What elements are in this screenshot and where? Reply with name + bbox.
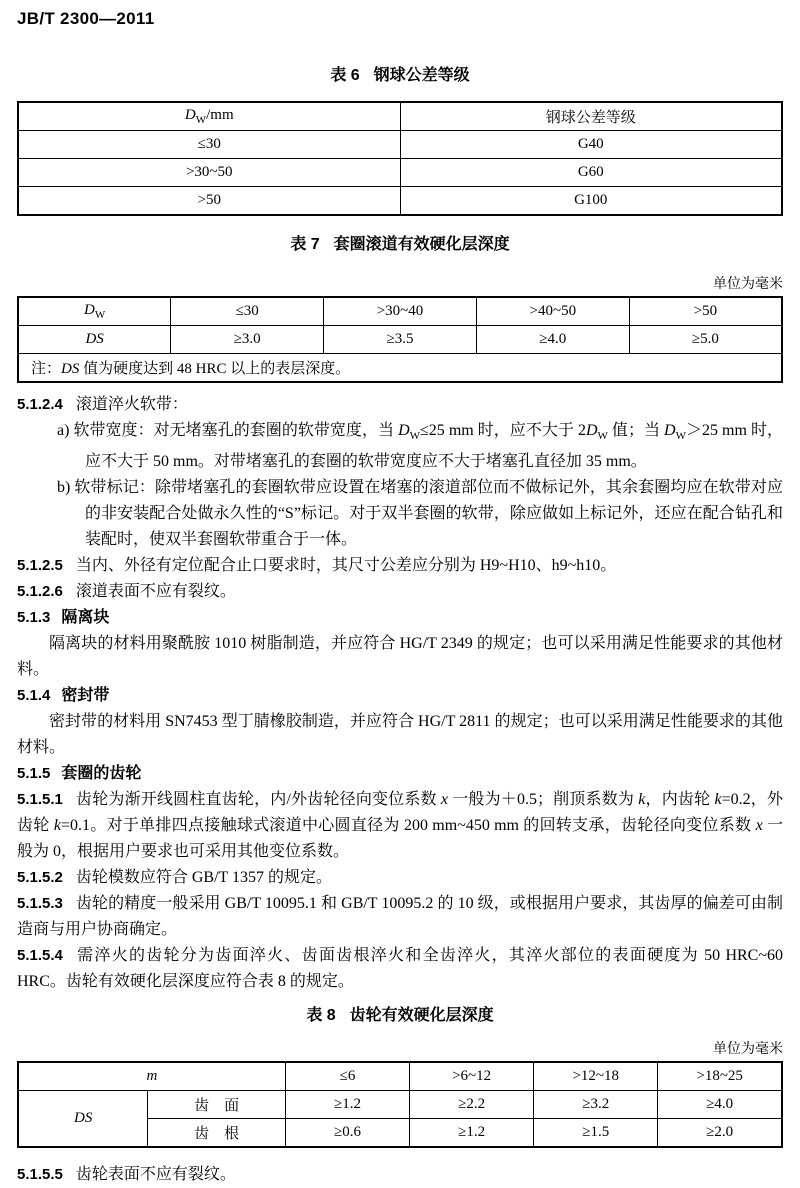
- list-item-text: b) 软带标记：除带堵塞孔的套圈软带应设置在堵塞的滚道部位而不做标记外，其余套圈均应在软带对应的非安装配合处做永久性的“S”标记。对于双半套圈的软带，除应做如上标记外，还应在配合钻孔和装配时，使双半套圈软带重合于一体。: [57, 479, 783, 549]
- table-cell: ≤30: [171, 297, 324, 326]
- clause-number: 5.1.5.4: [17, 947, 63, 965]
- table6-caption-text: 钢球公差等级: [373, 67, 470, 84]
- clause-5-1-2-4: [17, 392, 783, 418]
- table8-unit-note: 单位为毫米: [713, 1042, 783, 1058]
- clause-number: 5.1.2.6: [17, 583, 63, 601]
- table6-col2-header: 钢球公差等级: [400, 102, 782, 131]
- clause-number: 5.1.5.2: [17, 869, 63, 887]
- table-cell: ≥4.0: [658, 1091, 782, 1119]
- table-cell: >12~18: [534, 1062, 658, 1091]
- table8: [17, 1061, 783, 1148]
- table-cell: ≥1.2: [285, 1091, 409, 1119]
- table-row: [18, 354, 782, 383]
- paragraph: [17, 709, 783, 761]
- clause-5-1-5-4: [17, 943, 783, 995]
- table-cell: >40~50: [476, 297, 629, 326]
- table6: [17, 101, 783, 216]
- table-cell: ≤30: [18, 131, 400, 159]
- table-cell: ≥2.2: [410, 1091, 534, 1119]
- table7-unit-note: 单位为毫米: [713, 277, 783, 292]
- table8-caption-label: 表 8: [306, 1007, 336, 1025]
- clause-text: 需淬火的齿轮分为齿面淬火、齿面齿根淬火和全齿淬火，其淬火部位的表面硬度为 50 HRC~60 HRC。齿轮有效硬化层深度应符合表 8 的规定。: [17, 947, 783, 991]
- list-item-text: a) 软带宽度：对无堵塞孔的套圈的软带宽度，当 $D_W\le 25$ mm 时，应不大于 $2D_W$ 值；当 $D_W>25$ mm 时，应不大于 50 mm。对带堵塞孔的套圈的软带宽度应不大于堵塞孔直径加 35 mm。: [57, 422, 783, 471]
- table-cell: >30~40: [324, 297, 477, 326]
- table-row: [18, 1091, 782, 1119]
- doc-number: JB/T 2300—2011: [17, 9, 155, 28]
- table8-group-label: DS: [18, 1091, 148, 1148]
- clause-text: 齿轮模数应符合 GB/T 1357 的规定。: [75, 869, 333, 887]
- table-row: [18, 102, 782, 131]
- table7-caption: [17, 235, 783, 255]
- clause-5-1-2-6: [17, 579, 783, 605]
- table6-col1-header: $D_W/mm$: [18, 102, 400, 131]
- clause-5-1-2-5: [17, 553, 783, 579]
- heading-text: 隔离块: [61, 609, 110, 627]
- table-row: [18, 326, 782, 354]
- table-cell: ≥2.0: [658, 1119, 782, 1148]
- table7-caption-text: 套圈滚道有效硬化层深度: [333, 236, 510, 253]
- table-cell: ≥3.0: [171, 326, 324, 354]
- clause-text: 齿轮的精度一般采用 GB/T 10095.1 和 GB/T 10095.2 的 10 级，或根据用户要求，其齿厚的偏差可由制造商与用户协商确定。: [17, 895, 783, 939]
- list-item-b: [17, 475, 783, 553]
- body-text: [17, 392, 783, 995]
- clause-text: 齿轮表面不应有裂纹。: [75, 1166, 236, 1184]
- table-cell: ≥3.2: [534, 1091, 658, 1119]
- paragraph-text: 隔离块的材料用聚酰胺 1010 树脂制造，并应符合 HG/T 2349 的规定；也可以采用满足性能要求的其他材料。: [17, 635, 783, 679]
- clause-5-1-5-5: [17, 1162, 783, 1188]
- table-cell: >50: [18, 187, 400, 216]
- table7-note: 注：DS 值为硬度达到 48 HRC 以上的表层深度。: [18, 354, 782, 383]
- clause-number: 5.1.4: [17, 687, 51, 705]
- table-cell: ≥0.6: [285, 1119, 409, 1148]
- table6-caption: [17, 66, 783, 86]
- clause-5-1-5-2: [17, 865, 783, 891]
- clause-5-1-5-3: [17, 891, 783, 943]
- table7-caption-label: 表 7: [290, 236, 320, 253]
- heading-text: 套圈的齿轮: [61, 765, 142, 783]
- heading-5-1-3: [17, 605, 783, 631]
- table-cell: >18~25: [658, 1062, 782, 1091]
- table8-header-label: m: [18, 1062, 285, 1091]
- paragraph-text: 密封带的材料用 SN7453 型丁腈橡胶制造，并应符合 HG/T 2811 的规定；也可以采用满足性能要求的其他材料。: [17, 713, 783, 757]
- clause-text: 滚道表面不应有裂纹。: [75, 583, 236, 601]
- table-cell: >30~50: [18, 159, 400, 187]
- body-text-tail: [17, 1162, 783, 1188]
- clause-number: 5.1.5.1: [17, 791, 63, 809]
- clause-number: 5.1.2.5: [17, 557, 63, 575]
- table-cell: G100: [400, 187, 782, 216]
- table-cell: G60: [400, 159, 782, 187]
- heading-5-1-5: [17, 761, 783, 787]
- table8-row-label: 齿 根: [148, 1119, 286, 1148]
- clause-number: 5.1.5.5: [17, 1166, 63, 1184]
- table-cell: >50: [629, 297, 782, 326]
- clause-5-1-5-1: [17, 787, 783, 865]
- table6-caption-label: 表 6: [330, 67, 360, 84]
- table-row: [18, 1062, 782, 1091]
- clause-number: 5.1.3: [17, 609, 51, 627]
- table-row: [18, 187, 782, 216]
- table8-row-label: 齿 面: [148, 1091, 286, 1119]
- clause-text: 滚道淬火软带：: [75, 396, 188, 413]
- table8-caption-text: 齿轮有效硬化层深度: [349, 1007, 494, 1025]
- table-cell: >6~12: [410, 1062, 534, 1091]
- clause-number: 5.1.5.3: [17, 895, 63, 913]
- clause-number: 5.1.2.4: [17, 396, 63, 413]
- table-cell: ≥5.0: [629, 326, 782, 354]
- clause-text: 齿轮为渐开线圆柱直齿轮，内/外齿轮径向变位系数 x 一般为＋0.5；削顶系数为 k，内齿轮 k=0.2，外齿轮 k=0.1。对于单排四点接触球式滚道中心圆直径为 200 mm~450 mm 的回转支承，齿轮径向变位系数 x 一般为 0，根据用户要求也可采用其他变位系数。: [17, 791, 783, 861]
- paragraph: [17, 631, 783, 683]
- heading-5-1-4: [17, 683, 783, 709]
- heading-text: 密封带: [61, 687, 110, 705]
- table-cell: ≥3.5: [324, 326, 477, 354]
- clause-text: 当内、外径有定位配合止口要求时，其尺寸公差应分别为 H9~H10、h9~h10。: [75, 557, 617, 575]
- clause-number: 5.1.5: [17, 765, 51, 783]
- table8-caption: [17, 1006, 783, 1026]
- table-cell: ≥4.0: [476, 326, 629, 354]
- table-row: [18, 297, 782, 326]
- table-cell: ≥1.5: [534, 1119, 658, 1148]
- list-item-a: [17, 418, 783, 475]
- table-cell: ≤6: [285, 1062, 409, 1091]
- table-cell: ≥1.2: [410, 1119, 534, 1148]
- table-row: [18, 131, 782, 159]
- table7-row1-label: $D_W$: [18, 297, 171, 326]
- table-cell: G40: [400, 131, 782, 159]
- table7-row2-label: DS: [18, 326, 171, 354]
- table7: [17, 296, 783, 383]
- table-row: [18, 159, 782, 187]
